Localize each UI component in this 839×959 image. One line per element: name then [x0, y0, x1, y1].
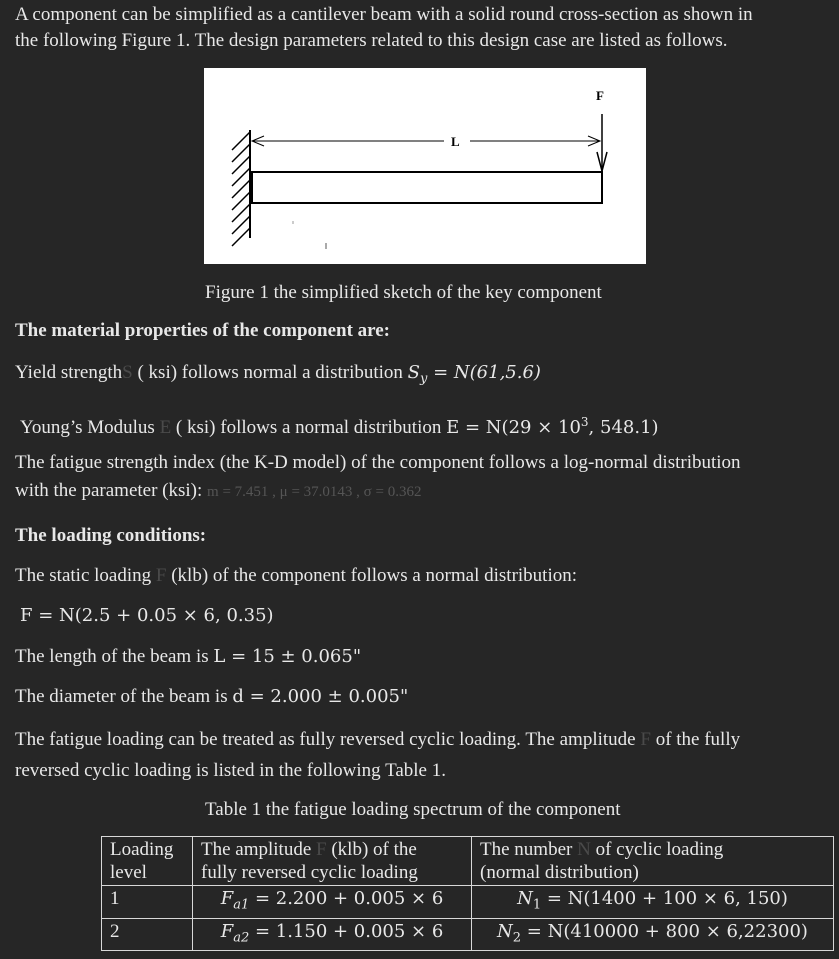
fatigue-loading-line-2: reversed cyclic loading is listed in the following Table 1.	[15, 760, 446, 781]
amplitude-ghost-symbol: F	[640, 729, 651, 750]
header-amplitude: The amplitude F (klb) of the fully reversed cyclic loading	[193, 837, 472, 886]
figure-caption: Figure 1 the simplified sketch of the key component	[205, 282, 602, 303]
force-label: F	[596, 88, 604, 103]
beam-diameter-line: The diameter of the beam is d = 2.000 ± 0.005"	[15, 686, 409, 707]
row-amplitude: $F_{a1} = 2.200 + 0.005 \times 6$	[193, 886, 472, 919]
yield-strength-line	[15, 360, 541, 393]
young-text: Young’s Modulus	[20, 417, 160, 438]
beam-body	[252, 172, 602, 203]
intro-line-1: A component can be simplified as a cantilever beam with a solid round cross-section as shown in	[15, 4, 753, 25]
fatigue-parameters-ghost: m = 7.451 , μ = 37.0143 , σ = 0.362	[207, 484, 422, 500]
fatigue-index-line-1: The fatigue strength index (the K-D model) of the component follows a log-normal distribution	[15, 452, 741, 473]
young-formula: $E = N(29 \times 10^3$, 548.1)	[446, 415, 659, 438]
table-header-row	[102, 837, 834, 886]
loading-heading: The loading conditions:	[15, 525, 207, 546]
yield-formula: $S_y = N(61,5.6)$	[407, 362, 541, 387]
row-level: 2	[102, 918, 193, 951]
table-row	[102, 918, 834, 951]
header-cycle-number: The number N of cyclic loading (normal distribution)	[472, 837, 834, 886]
row-level: 1	[102, 886, 193, 919]
row-cycle-number: $N_1 = N(1400 + 100 \times 6$, 150)	[472, 886, 834, 919]
yield-formula-value: N(61,5.6)	[453, 362, 541, 383]
young-ghost-symbol: E	[159, 417, 172, 438]
row-cycle-number: $N_2 = N(410000 + 800 \times 6,22300)$	[472, 918, 834, 951]
intro-line-2: the following Figure 1. The design parameters related to this design case are listed as follows.	[15, 30, 728, 51]
young-rest: ( ksi) follows a normal distribution	[171, 417, 447, 438]
yield-text: Yield strength	[15, 362, 123, 383]
force-formula: F = N(2.5 + 0.05 × 6, 0.35)	[20, 605, 274, 626]
cantilever-beam-sketch	[204, 68, 646, 264]
beam-length-line: The length of the beam is L = 15 ± 0.065"	[15, 646, 362, 667]
young-modulus-line	[20, 409, 659, 441]
fatigue-loading-line-1: The fatigue loading can be treated as fully reversed cyclic loading. The amplitude F of the fully	[15, 729, 741, 750]
fatigue-spectrum-table	[101, 836, 834, 951]
diameter-formula: d = 2.000 ± 0.005"	[232, 686, 409, 707]
yield-rest: ( ksi) follows normal a distribution	[132, 362, 408, 383]
wall-hatching	[232, 132, 250, 246]
static-ghost-symbol: F	[155, 565, 167, 586]
cantilever-beam-figure	[204, 68, 646, 264]
table-caption: Table 1 the fatigue loading spectrum of the component	[205, 799, 621, 820]
length-formula: L = 15 ± 0.065"	[213, 646, 362, 667]
material-heading: The material properties of the component are:	[15, 320, 390, 341]
fatigue-index-line-2: with the parameter (ksi): m = 7.451 , μ = 37.0143 , σ = 0.362	[15, 480, 422, 501]
static-loading-line: The static loading F (klb) of the component follows a normal distribution:	[15, 565, 578, 586]
row-amplitude: $F_{a2} = 1.150 + 0.005 \times 6$	[193, 918, 472, 951]
length-label: L	[451, 134, 460, 149]
header-loading-level: Loading level	[102, 837, 193, 886]
yield-ghost-symbol: S	[122, 362, 133, 383]
table-row	[102, 886, 834, 919]
